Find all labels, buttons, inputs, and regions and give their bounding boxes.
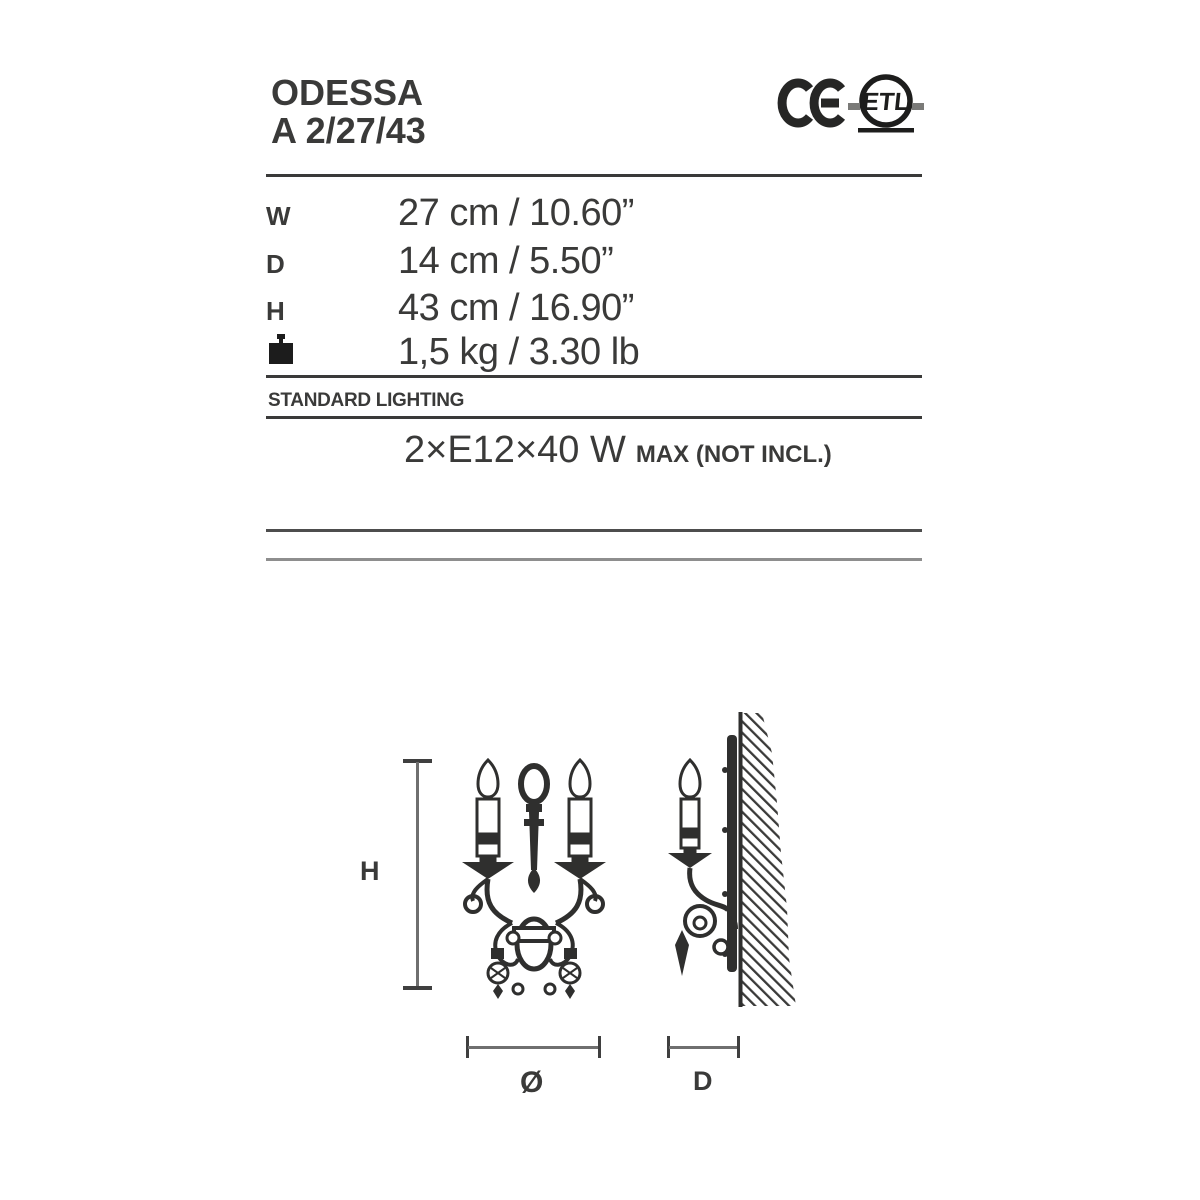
weight-icon (266, 334, 296, 364)
diameter-label: Ø (520, 1066, 544, 1099)
diameter-dim-cap-right (598, 1036, 601, 1058)
spec-row-weight (266, 331, 922, 377)
divider-rule-top (266, 174, 922, 177)
sconce-front-drawing (458, 752, 610, 1000)
product-title-block (271, 74, 426, 150)
depth-dimension-line (669, 1046, 740, 1049)
etl-mark-icon (844, 70, 928, 136)
depth-dim-cap-right (737, 1036, 740, 1058)
section-title-standard-lighting: STANDARD LIGHTING (268, 390, 465, 411)
spec-row-depth (266, 240, 922, 286)
height-dimension-line (416, 762, 419, 987)
etl-mark-text: ETL (860, 88, 911, 116)
wall-line (739, 712, 743, 1007)
lamping-spec (404, 429, 832, 472)
spec-label-h: H (266, 296, 286, 326)
divider-rule-specs-bottom (266, 375, 922, 378)
divider-rule-double-top (266, 529, 922, 532)
etl-underline (858, 128, 914, 133)
spec-value-h: 43 cm / 16.90” (398, 287, 634, 329)
height-label: H (360, 856, 380, 886)
spec-label-w: W (266, 201, 292, 231)
product-name: ODESSA (271, 72, 424, 113)
spec-value-weight: 1,5 kg / 3.30 lb (398, 331, 640, 373)
wall-hatch (742, 713, 796, 1006)
height-dim-cap-bottom (403, 986, 432, 990)
spec-value-d: 14 cm / 5.50” (398, 240, 614, 282)
spec-row-width (266, 192, 922, 238)
depth-label: D (693, 1066, 713, 1096)
spec-label-d: D (266, 249, 286, 279)
divider-rule-double-bottom (266, 558, 922, 561)
bulb-note: MAX (NOT INCL.) (635, 441, 832, 468)
diameter-dimension-line (468, 1046, 600, 1049)
sconce-side-drawing (648, 708, 800, 1010)
divider-rule-section (266, 416, 922, 419)
spec-value-w: 27 cm / 10.60” (398, 192, 634, 234)
product-code: A 2/27/43 (271, 110, 426, 151)
spec-row-height (266, 287, 922, 333)
bulb-spec: 2×E12×40 W (404, 429, 626, 471)
